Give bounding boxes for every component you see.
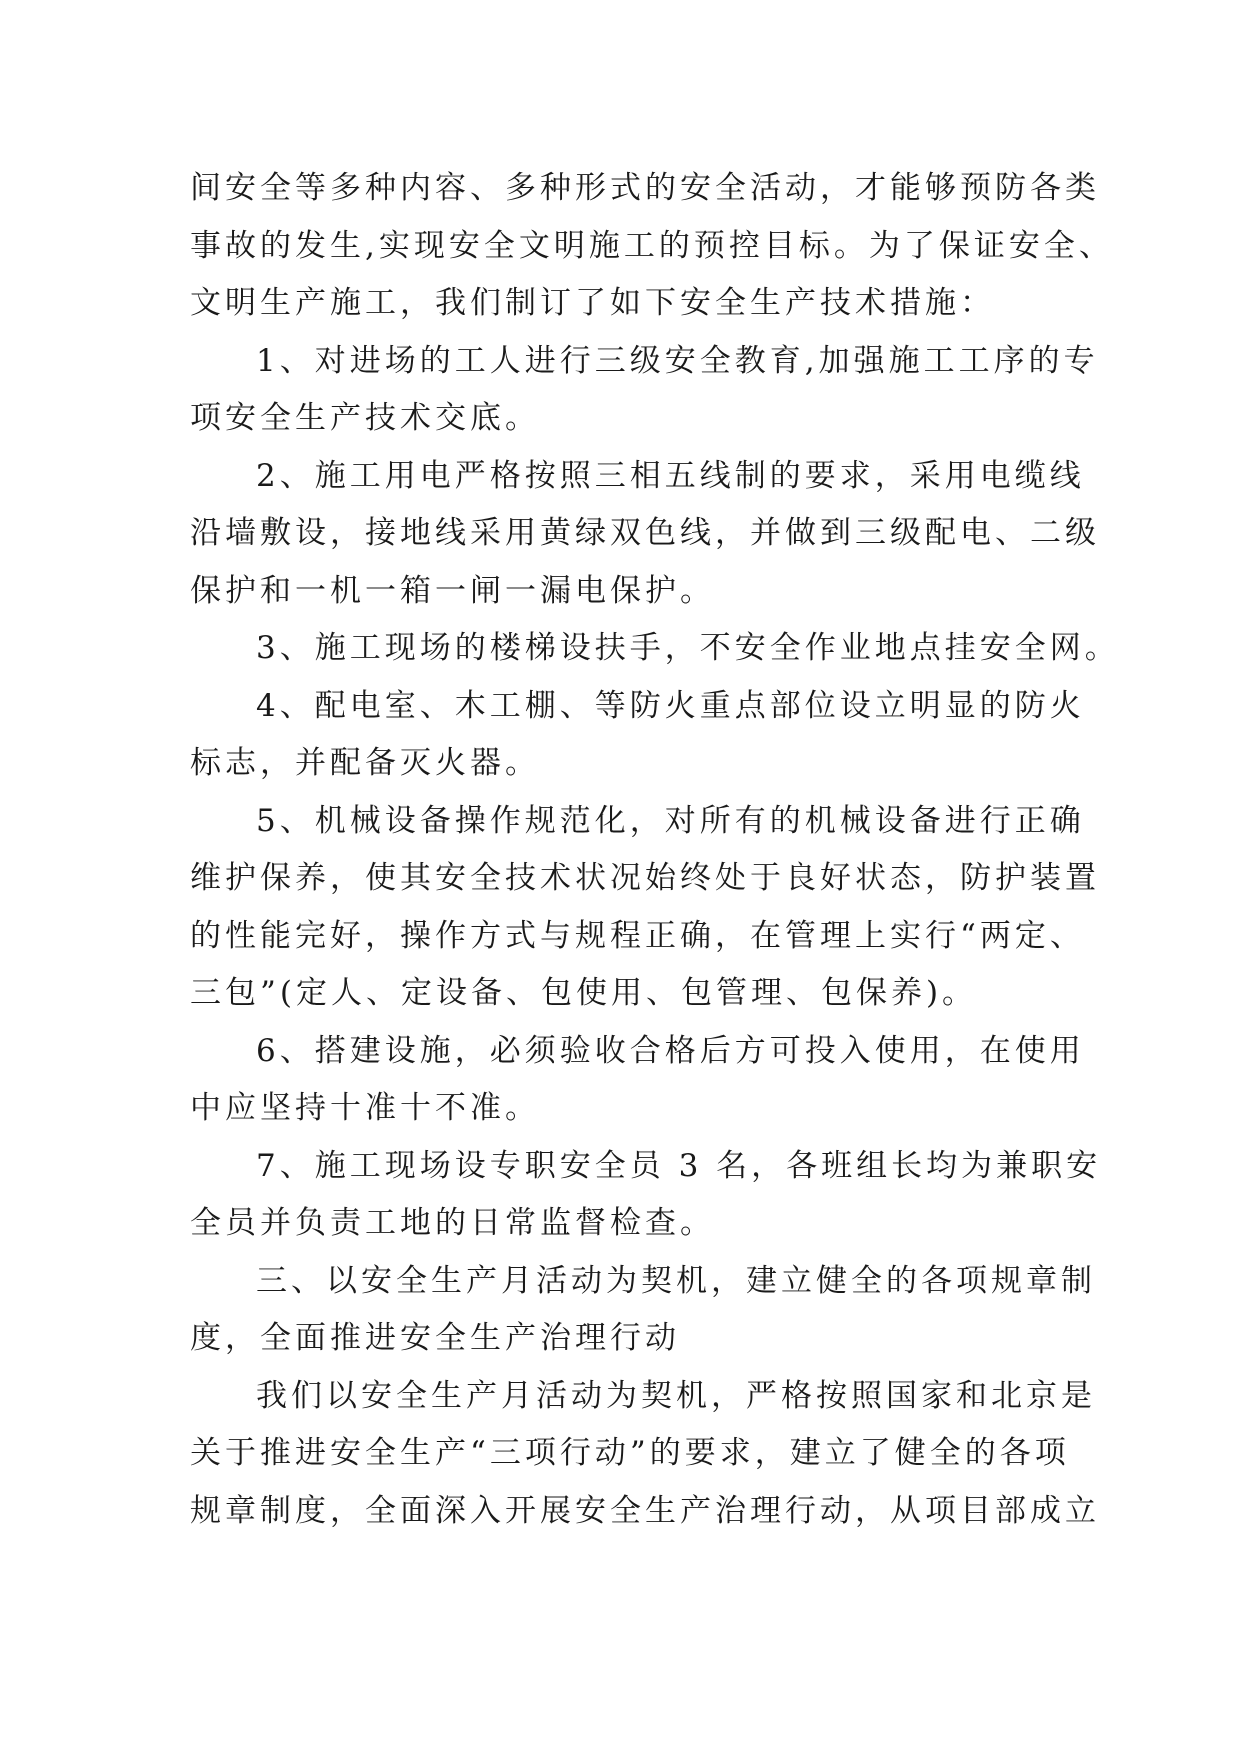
text-line: 保护和一机一箱一闸一漏电保护。 [190,572,715,609]
text-line: 1、对进场的工人进行三级安全教育,加强施工工序的专 [256,342,1099,379]
text-line: 6、搭建设施，必须验收合格后方可投入使用，在使用 [256,1032,1085,1069]
text-line: 项安全生产技术交底。 [190,400,540,436]
text-line: 7、施工现场设专职安全员 3 名，各班组长均为兼职安 [256,1147,1102,1184]
text-line: 全员并负责工地的日常监督检查。 [190,1205,715,1241]
text-line: 4、配电室、木工棚、等防火重点部位设立明显的防火 [256,687,1085,724]
text-line: 2、施工用电严格按照三相五线制的要求，采用电缆线 [256,457,1085,494]
text-line: 度，全面推进安全生产治理行动 [190,1320,680,1356]
text-line: 间安全等多种内容、多种形式的安全活动，才能够预防各类 [190,170,1100,206]
text-line: 标志，并配备灭火器。 [190,745,540,781]
text-line: 5、机械设备操作规范化，对所有的机械设备进行正确 [256,802,1085,839]
text-line: 维护保养，使其安全技术状况始终处于良好状态，防护装置 [190,860,1100,896]
text-line: 的性能完好，操作方式与规程正确，在管理上实行“两定、 [190,917,1085,954]
text-line: 3、施工现场的楼梯设扶手，不安全作业地点挂安全网。 [256,630,1120,666]
text-line: 规章制度，全面深入开展安全生产治理行动，从项目部成立 [190,1492,1100,1529]
text-line: 文明生产施工，我们制订了如下安全生产技术措施： [190,285,995,321]
text-line: 我们以安全生产月活动为契机，严格按照国家和北京是 [256,1377,1096,1414]
text-line: 沿墙敷设，接地线采用黄绿双色线，并做到三级配电、二级 [190,515,1100,551]
text-line: 事故的发生,实现安全文明施工的预控目标。为了保证安全、 [190,227,1114,264]
text-line: 中应坚持十准十不准。 [190,1090,540,1126]
text-line: 三包”(定人、定设备、包使用、包管理、包保养)。 [190,975,978,1011]
document-body [190,160,1120,1540]
text-line: 三、以安全生产月活动为契机，建立健全的各项规章制 [256,1262,1096,1299]
text-line: 关于推进安全生产“三项行动”的要求，建立了健全的各项 [190,1435,1070,1471]
